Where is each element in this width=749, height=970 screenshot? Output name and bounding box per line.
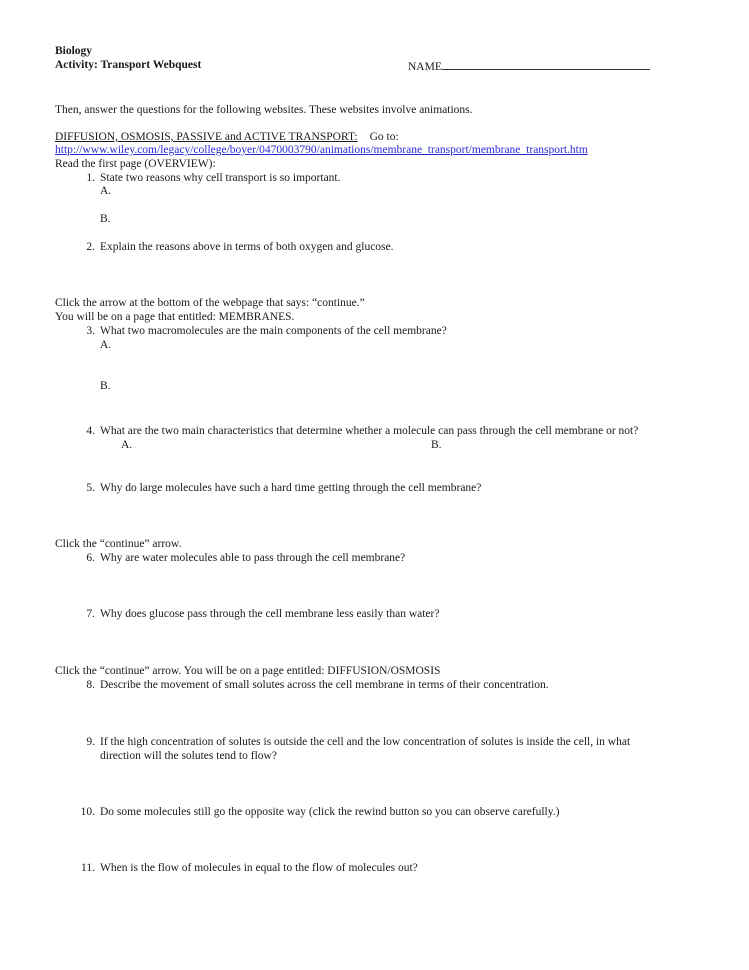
- question-text: Why does glucose pass through the cell membrane less easily than water?: [100, 608, 440, 620]
- question-text: Describe the movement of small solutes across the cell membrane in terms of their concentration.: [100, 679, 549, 691]
- question-text: When is the flow of molecules in equal to the flow of molecules out?: [100, 862, 418, 874]
- question-number: 10.: [80, 806, 95, 818]
- goto-label: Go to:: [369, 131, 399, 143]
- subject-title: Biology: [55, 45, 93, 57]
- name-blank-line: [442, 58, 650, 70]
- question-number: 5.: [86, 482, 95, 494]
- answer-a-label: A.: [121, 439, 133, 451]
- question-text: Explain the reasons above in terms of both oxygen and glucose.: [100, 241, 394, 253]
- answer-a-label: A.: [100, 185, 112, 197]
- section-title: DIFFUSION, OSMOSIS, PASSIVE and ACTIVE TRANSPORT:: [55, 131, 358, 143]
- answer-b-label: B.: [100, 213, 111, 225]
- continue-instruction-1: Click the arrow at the bottom of the webpage that says: “continue.”: [55, 297, 365, 309]
- question-number: 1.: [86, 172, 95, 184]
- question-number: 2.: [86, 241, 95, 253]
- wiley-animation-link[interactable]: http://www.wiley.com/legacy/college/boyer/0470003790/animations/membrane_transport/membrane_transport.htm: [55, 144, 588, 156]
- question-text: State two reasons why cell transport is so important.: [100, 172, 341, 184]
- question-text: Do some molecules still go the opposite way (click the rewind button so you can observe carefully.): [100, 806, 560, 818]
- answer-b-label: B.: [100, 380, 111, 392]
- question-number: 7.: [86, 608, 95, 620]
- section-heading: [55, 130, 399, 144]
- answer-b-label: B.: [431, 439, 442, 451]
- question-text: Why do large molecules have such a hard time getting through the cell membrane?: [100, 482, 482, 494]
- question-number: 9.: [86, 736, 95, 748]
- membranes-page-instruction: You will be on a page that entitled: MEMBRANES.: [55, 311, 295, 323]
- continue-instruction-3: Click the “continue” arrow. You will be on a page entitled: DIFFUSION/OSMOSIS: [55, 665, 441, 677]
- read-overview-instruction: Read the first page (OVERVIEW):: [55, 158, 216, 170]
- question-text: Why are water molecules able to pass through the cell membrane?: [100, 552, 406, 564]
- question-number: 8.: [86, 679, 95, 691]
- question-number: 11.: [81, 862, 95, 874]
- name-field[interactable]: [408, 58, 650, 74]
- name-label: NAME: [408, 61, 442, 73]
- question-text: What are the two main characteristics that determine whether a molecule can pass through the cell membrane or not?: [100, 425, 639, 437]
- question-text-continued: direction will the solutes tend to flow?: [100, 750, 277, 762]
- continue-instruction-2: Click the “continue” arrow.: [55, 538, 182, 550]
- question-number: 3.: [86, 325, 95, 337]
- question-number: 4.: [86, 425, 95, 437]
- question-text: If the high concentration of solutes is outside the cell and the low concentration of solutes is inside the cell, in what: [100, 736, 631, 748]
- question-text: What two macromolecules are the main components of the cell membrane?: [100, 325, 447, 337]
- activity-title: Activity: Transport Webquest: [55, 59, 202, 71]
- answer-a-label: A.: [100, 339, 112, 351]
- intro-text: Then, answer the questions for the following websites. These websites involve animations.: [55, 104, 473, 116]
- question-number: 6.: [86, 552, 95, 564]
